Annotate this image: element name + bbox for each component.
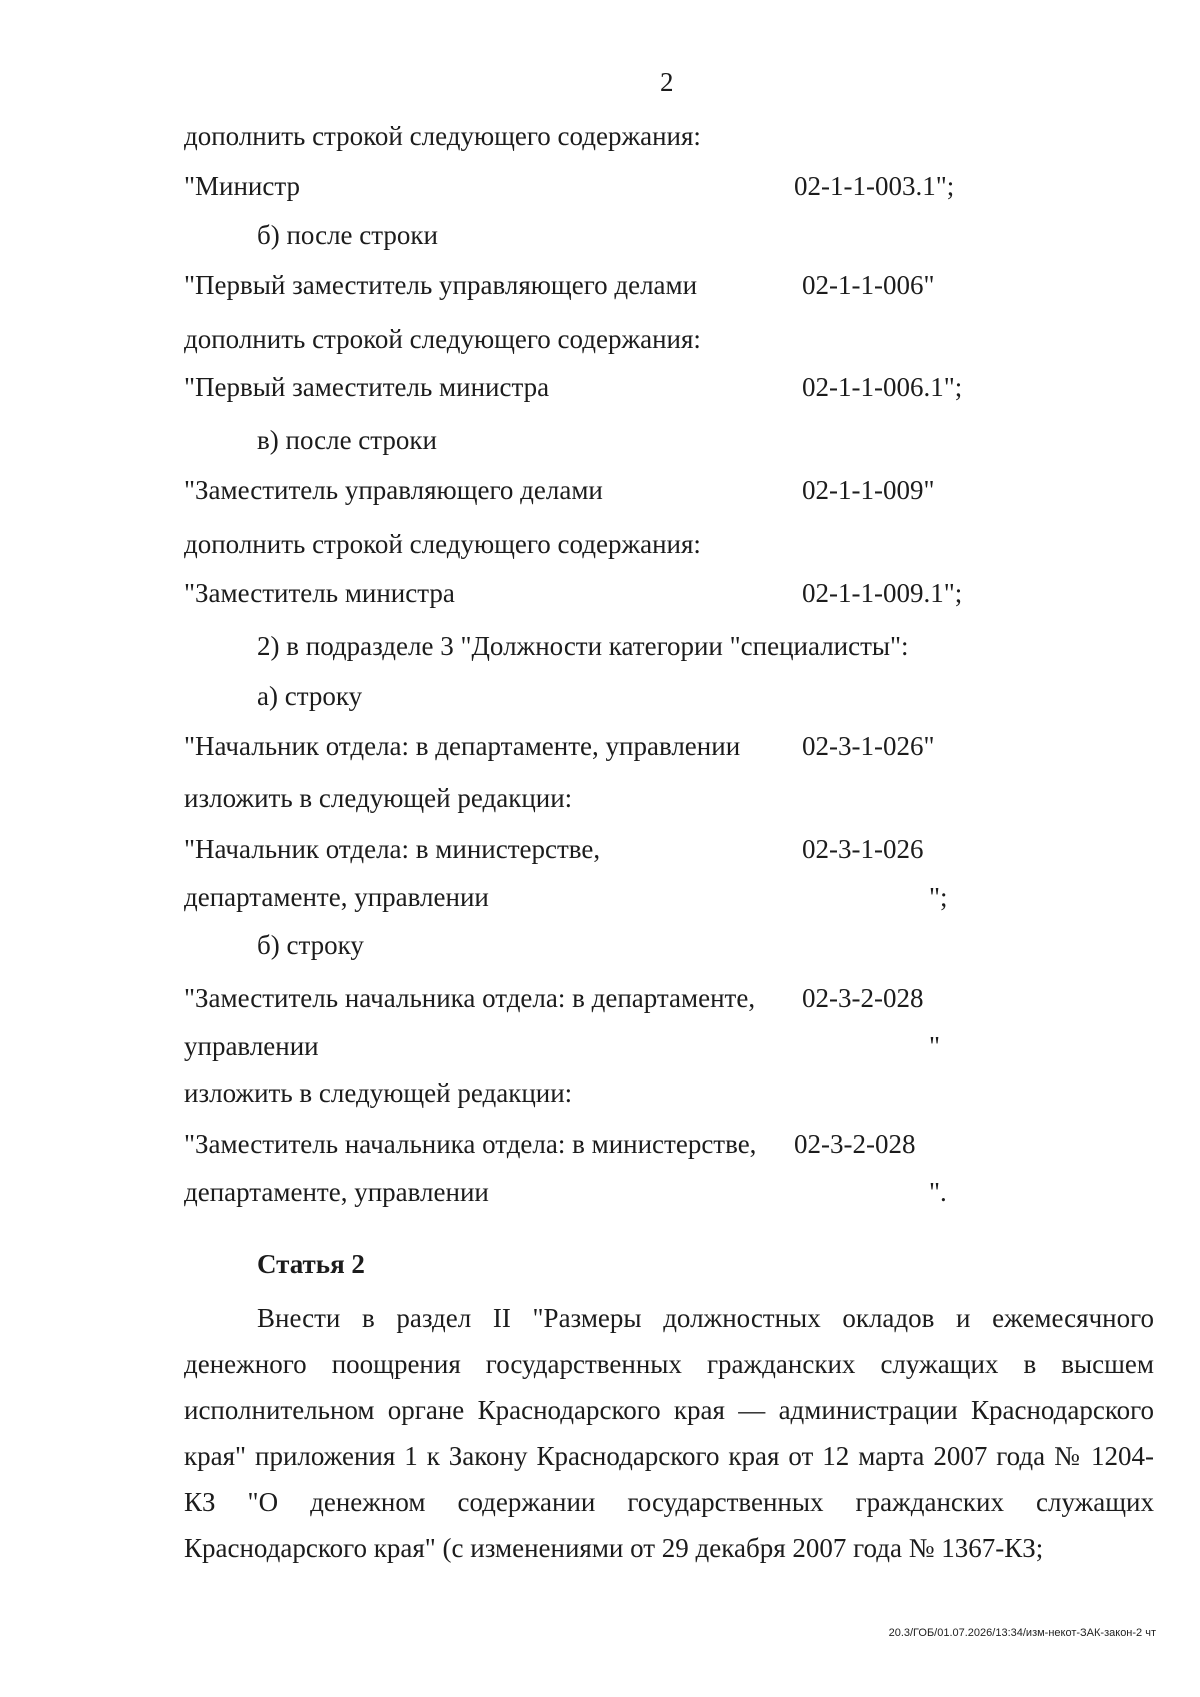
line-text-10: "Заместитель министра: [184, 578, 455, 608]
line-text-21: "Заместитель начальника отдела: в министерстве,: [184, 1129, 757, 1159]
closing-quote: ": [929, 1031, 941, 1061]
line-text-2: "Министр: [184, 171, 300, 201]
article-paragraph: Внести в раздел II "Размеры должностных окладов и ежемесячного денежного поощрения государственных гражданских служащих в высшем исполнительном органе Краснодарского края — администрации Краснодарского края" приложения 1 к Закону Краснодарского края от 12 марта 2007 года № 1204-КЗ "О денежном содержании государственных гражданских служащих Краснодарского края" (с изменениями от 29 декабря 2007 года № 1367-КЗ;: [184, 1303, 1154, 1563]
document-footer-stamp: 20.3/ГОБ/01.07.2026/13:34/изм-некот-ЗАК-закон-2 чт: [888, 1627, 1156, 1639]
line-text-17: б) строку: [257, 930, 364, 960]
line-text-16: департаменте, управлении: [184, 882, 489, 912]
position-code: 02-3-1-026: [802, 834, 924, 864]
line-text-3: б) после строки: [257, 220, 438, 250]
line-text-11: 2) в подразделе 3 "Должности категории "специалисты":: [257, 631, 909, 661]
line-text-1: дополнить строкой следующего содержания:: [184, 121, 701, 151]
line-text-14: изложить в следующей редакции:: [184, 783, 573, 813]
line-text-5: дополнить строкой следующего содержания:: [184, 324, 701, 354]
line-text-4: "Первый заместитель управляющего делами: [184, 270, 698, 300]
line-text-22: департаменте, управлении: [184, 1177, 489, 1207]
line-text-15: "Начальник отдела: в министерстве,: [184, 834, 601, 864]
line-text-6: "Первый заместитель министра: [184, 372, 550, 402]
position-code: 02-1-1-009": [802, 475, 935, 505]
position-code: 02-3-2-028: [802, 983, 924, 1013]
position-code: 02-1-1-006.1";: [802, 372, 963, 402]
position-code: 02-1-1-006": [802, 270, 935, 300]
article-heading: Статья 2: [257, 1249, 365, 1279]
line-text-18: "Заместитель начальника отдела: в департаменте,: [184, 983, 756, 1013]
closing-quote: ".: [929, 1177, 947, 1207]
line-text-9: дополнить строкой следующего содержания:: [184, 529, 701, 559]
closing-quote: ";: [929, 882, 948, 912]
line-text-12: а) строку: [257, 681, 363, 711]
position-code: 02-1-1-009.1";: [802, 578, 963, 608]
line-text-7: в) после строки: [257, 425, 437, 455]
line-text-20: изложить в следующей редакции:: [184, 1078, 573, 1108]
position-code: 02-3-2-028: [794, 1129, 916, 1159]
position-code: 02-1-1-003.1";: [794, 171, 955, 201]
line-text-8: "Заместитель управляющего делами: [184, 475, 603, 505]
line-text-13: "Начальник отдела: в департаменте, управлении: [184, 731, 741, 761]
line-text-19: управлении: [184, 1031, 319, 1061]
position-code: 02-3-1-026": [802, 731, 935, 761]
page-number: 2: [660, 67, 674, 97]
